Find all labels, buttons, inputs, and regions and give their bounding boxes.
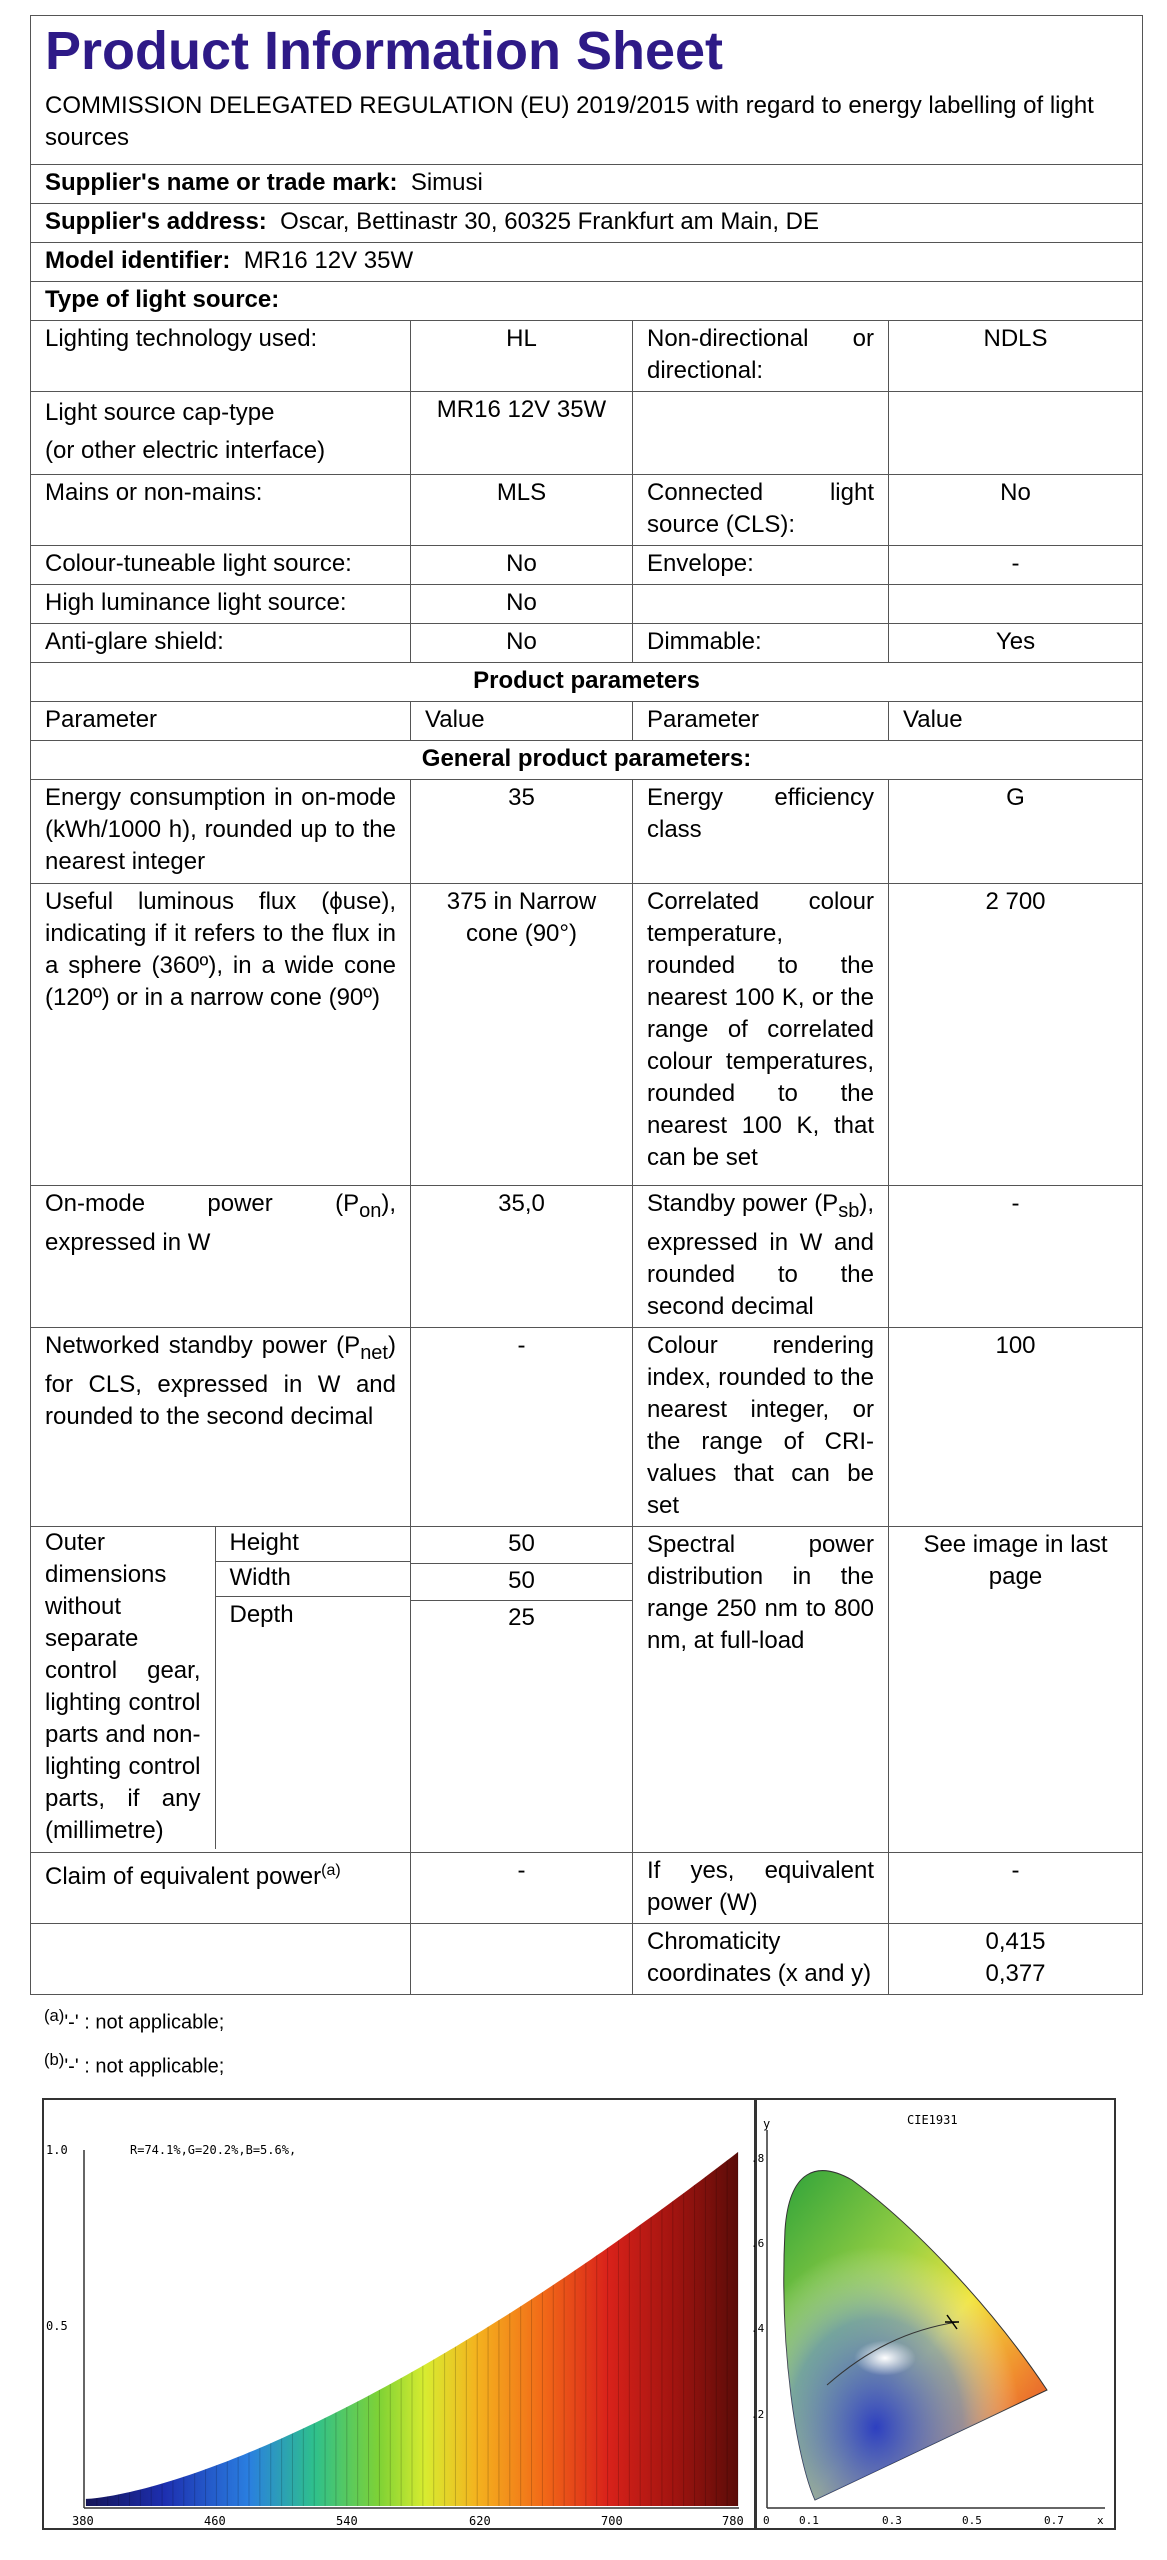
x-tick-label: 620 [469,2514,491,2528]
energy-consumption-value: 35 [411,780,633,884]
cie-x-tick: 0 [763,2514,770,2527]
standby-power-value: - [889,1186,1143,1328]
model-row [31,243,1143,282]
type-heading: Type of light source: [45,286,280,313]
chromaticity-x: 0,415 [985,1927,1046,1955]
x-tick-label: 380 [72,2514,94,2528]
equivalent-power-value: - [411,1852,633,1923]
product-parameters-heading: Product parameters [31,663,1143,702]
type-value: No [411,546,633,585]
cie-x-tick: 0.7 [1044,2514,1064,2527]
empty-cell [31,1923,411,1994]
column-header: Value [411,702,633,741]
efficiency-class-label: Energy efficiency class [633,780,889,884]
dimensions-label: Outer dimensions without separate control gear, lighting control parts and non-lighting control parts, if any (millimetre) [31,1527,215,1849]
depth-value: 25 [508,1603,535,1631]
figures [42,2098,1116,2530]
width-label: Width [215,1561,411,1596]
type-row [31,624,1143,663]
type-label: Mains or non-mains: [31,475,411,546]
column-header: Value [889,702,1143,741]
cie-y-tick: .4 [751,2322,765,2335]
cie-y-tick: .8 [751,2152,765,2165]
supplier-name-row [31,165,1143,204]
equivalent-power-label: Claim of equivalent power$^{(a)}$ [31,1852,411,1923]
header-cell [31,16,1143,165]
footnote: $^{(a)}$'-' : not applicable; [44,2005,225,2034]
type-label: Envelope: [633,546,889,585]
cri-value: 100 [889,1327,1143,1526]
dimensions-subtable [31,1527,411,1849]
empty-cell [411,1923,633,1994]
type-value: - [889,546,1143,585]
param-row [31,884,1143,1186]
type-value: HL [411,321,633,392]
networked-standby-value: - [411,1327,633,1526]
rgb-ratio-text: R=74.1%,G=20.2%,B=5.6%, [130,2143,297,2157]
spd-value: See image in last page [889,1526,1143,1852]
product-information-sheet [30,15,1142,2092]
type-value: Yes [889,624,1143,663]
dimension-values-cell [411,1526,633,1852]
supplier-name-label: Supplier's name or trade mark: [45,169,398,196]
chromaticity-label: Chromaticity coordinates (x and y) [633,1923,889,1994]
equivalent-power-w-value: - [889,1852,1143,1923]
spectrum-figure [44,2100,757,2528]
general-parameters-heading: General product parameters: [31,741,1143,780]
supplier-address: Oscar, Bettinastr 30, 60325 Frankfurt am Main, DE [280,208,820,235]
cie-y-axis-label: y [763,2117,771,2131]
footnotes [44,2003,1142,2080]
type-value: MLS [411,475,633,546]
luminous-flux-label: Useful luminous flux (ϕuse), indicating if it refers to the flux in a sphere (360º), in a wide cone (120º) or in a narrow cone (90º) [31,884,411,1186]
column-header: Parameter [31,702,411,741]
efficiency-class-value: G [889,780,1143,884]
cie-y-tick: .6 [751,2237,765,2250]
spectrum-bands [86,2152,738,2506]
footnote: $^{(b)}$'-' : not applicable; [44,2050,225,2079]
type-value: No [889,475,1143,546]
y-tick-label: 0.5 [46,2319,68,2333]
spectrum-chart [44,2100,754,2528]
cie-x-tick: 0.3 [882,2514,902,2527]
x-tick-label: 460 [204,2514,226,2528]
cie-x-tick: 0.5 [962,2514,982,2527]
type-value: No [411,585,633,624]
type-heading-row [31,282,1143,321]
networked-standby-label: Networked standby power $(P_{net})$ for CLS, expressed in W and rounded to the second decimal [31,1327,411,1526]
width-value: 50 [411,1564,632,1601]
param-row [31,780,1143,884]
type-value: No [411,624,633,663]
param-row [31,1923,1143,1994]
type-label: (or other electric interface) [45,437,326,464]
cct-value: 2 700 [889,884,1143,1186]
cri-label: Colour rendering index, rounded to the nearest integer, or the range of CRI-values that can be set [633,1327,889,1526]
on-mode-power-value: 35,0 [411,1186,633,1328]
chromaticity-y: 0,377 [985,1959,1046,1987]
type-row [31,585,1143,624]
depth-label: Depth [229,1600,294,1628]
type-value [889,392,1143,475]
cie-figure [751,2100,1114,2528]
chromaticity-value [889,1923,1143,1994]
energy-consumption-label: Energy consumption in on-mode (kWh/1000 h), rounded up to the nearest integer [31,780,411,884]
page-title: Product Information Sheet [45,21,724,81]
type-label: Light source cap-type [45,399,275,426]
cie-y-tick: .2 [751,2408,765,2421]
cie-chart [751,2100,1114,2528]
x-tick-label: 780 [722,2514,744,2528]
luminous-flux-value: 375 in Narrow cone (90°) [411,884,633,1186]
type-row [31,546,1143,585]
type-value [889,585,1143,624]
standby-power-label: Standby power $(P_{sb})$, expressed in W and rounded to the second decimal [633,1186,889,1328]
equivalent-power-w-label: If yes, equivalent power (W) [633,1852,889,1923]
type-label: High luminance light source: [31,585,411,624]
column-header: Parameter [633,702,889,741]
type-label [633,585,889,624]
regulation-subtitle: COMMISSION DELEGATED REGULATION (EU) 2019/2015 with regard to energy labelling of light sources [45,92,1094,151]
type-label: Connected light source (CLS): [633,475,889,546]
x-tick-label: 700 [601,2514,623,2528]
cct-label: Correlated colour temperature, rounded to the nearest 100 K, or the range of correlated colour temperatures, rounded to the nearest 100 K, that can be set [633,884,889,1186]
spd-label: Spectral power distribution in the range 250 nm to 800 nm, at full-load [633,1526,889,1852]
column-header-row [31,702,1143,741]
x-tick-label: 540 [336,2514,358,2528]
model-label: Model identifier: [45,247,231,274]
type-value: NDLS [889,321,1143,392]
type-label: Dimmable: [633,624,889,663]
info-table [30,15,1143,1995]
dimensions-cell [31,1526,411,1852]
type-label: Anti-glare shield: [31,624,411,663]
y-tick-label: 1.0 [46,2143,68,2157]
param-row [31,1186,1143,1328]
type-row [31,475,1143,546]
supplier-address-row [31,204,1143,243]
cie-title: CIE1931 [907,2113,958,2127]
height-label: Height [215,1527,411,1562]
cie-white-region [822,2310,962,2390]
type-row [31,321,1143,392]
type-label: Non-directional or directional: [633,321,889,392]
model-identifier: MR16 12V 35W [243,247,414,274]
supplier-address-label: Supplier's address: [45,208,267,235]
cie-x-tick: 0.1 [799,2514,819,2527]
type-label [633,392,889,475]
supplier-name: Simusi [410,169,483,196]
cie-x-axis-label: x [1097,2514,1104,2527]
param-row [31,1852,1143,1923]
type-label: Lighting technology used: [31,321,411,392]
cap-type-cell [31,392,411,475]
type-row [31,392,1143,475]
param-row [31,1327,1143,1526]
dimensions-row [31,1526,1143,1852]
type-value: MR16 12V 35W [411,392,633,475]
type-label: Colour-tuneable light source: [31,546,411,585]
height-value: 50 [411,1527,632,1564]
on-mode-power-label: On-mode power $(P_{on})$, expressed in W [31,1186,411,1328]
